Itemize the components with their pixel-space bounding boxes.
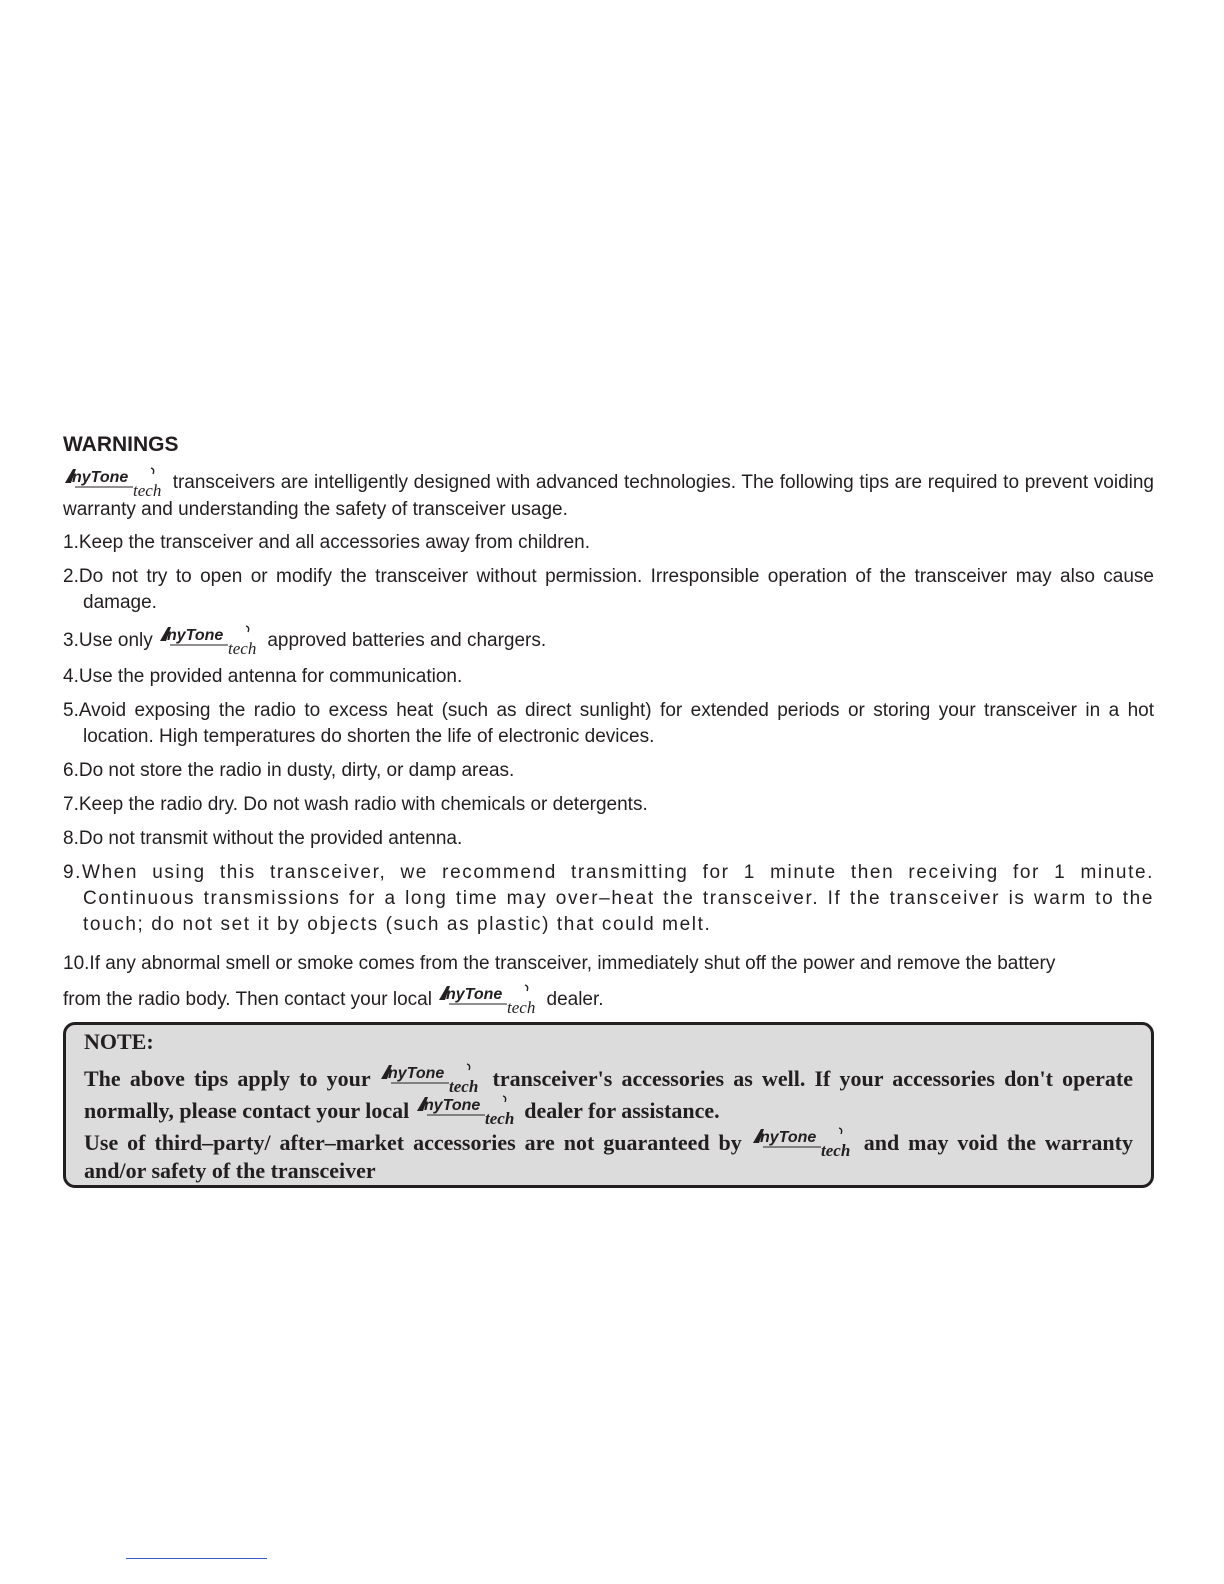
item-text: 10.If any abnormal smell or smoke comes from the transceiver, immediately shut off the power and remove the battery [63, 953, 1056, 974]
list-item [63, 624, 1154, 656]
warnings-heading: WARNINGS [63, 433, 179, 456]
intro-paragraph [63, 466, 1154, 522]
warnings-list [63, 530, 1154, 1018]
list-item: 2.Do not try to open or modify the transceiver without permission. Irresponsible operation of the transceiver may also cause damage. [63, 566, 1154, 613]
anytone-logo-icon [158, 624, 262, 656]
list-item [63, 946, 1154, 1018]
list-item: 1.Keep the transceiver and all accessories away from children. [63, 532, 590, 553]
note-text: Use of third–party/ after–market accessories are not guaranteed by [84, 1130, 751, 1155]
item-text: approved batteries and chargers. [262, 630, 547, 651]
note-box [63, 1022, 1154, 1188]
list-item: 5.Avoid exposing the radio to excess heat (such as direct sunlight) for extended periods or storing your transceiver in a hot location. High temperatures do shorten the life of electronic devices. [63, 700, 1154, 747]
list-item: 7.Keep the radio dry. Do not wash radio with chemicals or detergents. [63, 794, 648, 815]
note-paragraph [84, 1062, 1133, 1126]
anytone-logo-icon [379, 1062, 483, 1094]
list-item: 9.When using this transceiver, we recommend transmitting for 1 minute then receiving for 1 minute. Continuous transmissions for a long time may over–heat the transceiver. If the transceiver is warm to the touch; do not set it by objects (such as plastic) that could melt. [63, 862, 1154, 935]
note-paragraph [84, 1126, 1133, 1183]
item-text: from the radio body. Then contact your local [63, 989, 438, 1010]
list-item: 8.Do not transmit without the provided antenna. [63, 828, 463, 849]
anytone-logo-svg [63, 466, 167, 498]
item-text: 3.Use only [63, 630, 159, 651]
anytone-logo-icon [437, 983, 541, 1015]
note-text: dealer for assistance. [518, 1098, 720, 1123]
footer-rule [126, 1558, 267, 1559]
note-text: The above tips apply to your [84, 1066, 380, 1091]
note-text: transceiver's accessories as well. If your accessories don't operate normally, please contact your local [84, 1066, 1134, 1123]
list-item: 6.Do not store the radio in dusty, dirty, or damp areas. [63, 760, 515, 781]
note-text: and may void the warranty and/or safety of the transceiver [84, 1130, 1133, 1183]
note-title: NOTE: [84, 1029, 154, 1054]
intro-text: transceivers are intelligently designed with advanced technologies. The following tips are required to prevent voiding warranty and understanding the safety of transceiver usage. [63, 472, 1154, 520]
anytone-logo-icon [415, 1094, 519, 1126]
list-item: 4.Use the provided antenna for communication. [63, 666, 463, 687]
warnings-page [63, 430, 1154, 1188]
anytone-logo-icon [63, 466, 167, 498]
item-text: dealer. [541, 989, 604, 1010]
anytone-logo-icon [751, 1126, 855, 1158]
